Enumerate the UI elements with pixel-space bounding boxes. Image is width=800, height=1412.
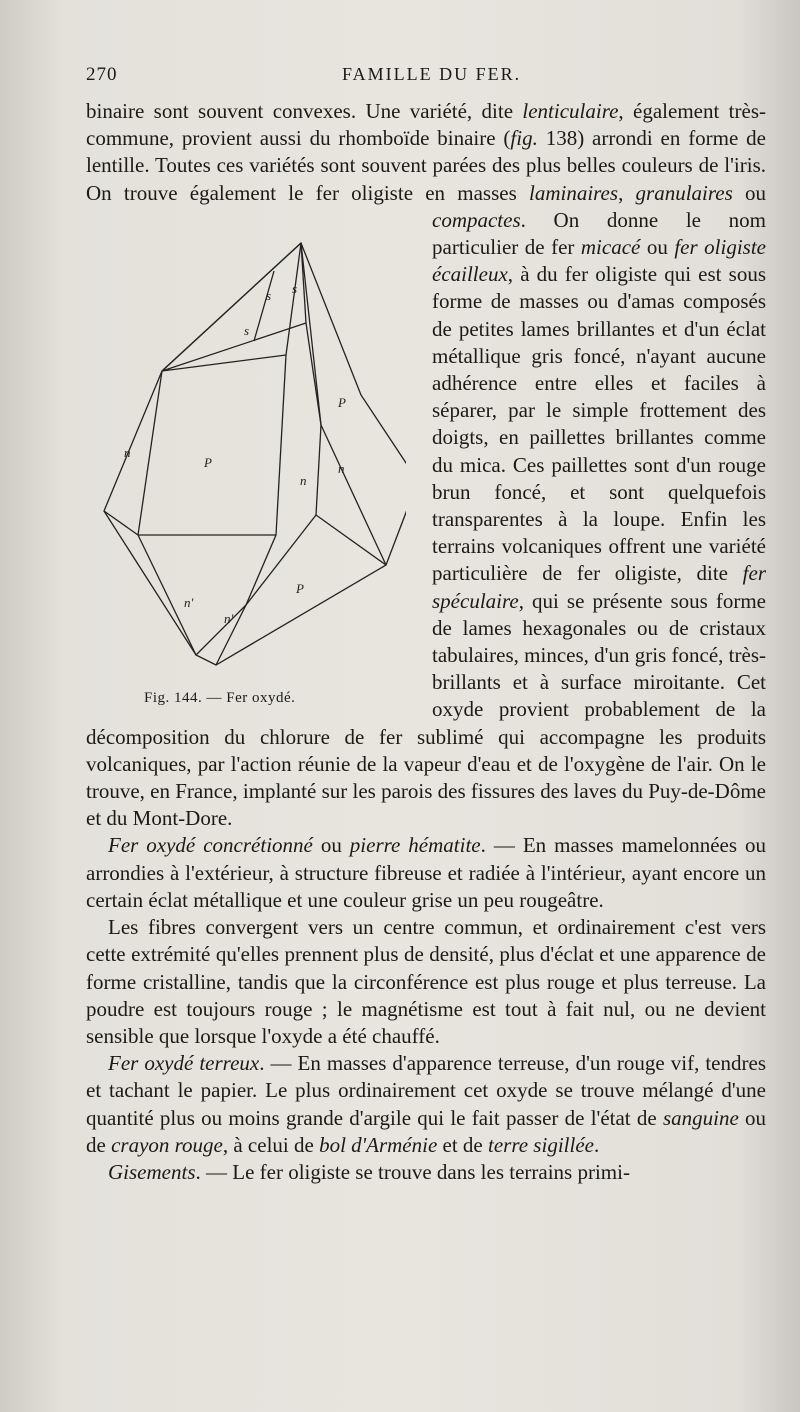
text-run: Les fibres convergent vers un centre commun, et ordinairement c'est vers cette extrémité qu'elles prennent plus de densité, plus d'éclat et une apparence de forme cristalline, tandis que la circonférence est plus rouge et plus terreuse. La poudre est toujours rouge ; le magnétisme est tout à fait nul, ou ne devient sensible que lorsque l'oxyde a été chauffé.: [86, 915, 766, 1048]
text-run: binaire sont souvent convexes. Une variété, dite: [86, 99, 523, 123]
running-head: FAMILLE DU FER.: [342, 64, 522, 84]
face-label-p: P: [296, 580, 304, 596]
italic-term: bol d'Arménie: [319, 1132, 438, 1157]
face-label-n-prime: n': [184, 594, 194, 610]
body-text: [86, 98, 766, 1186]
text-run: . On donne le nom particulier de fer: [432, 207, 766, 260]
text-run: ou de: [86, 1105, 767, 1157]
text-run: , à celui de: [222, 1132, 320, 1157]
section-title: Fer oxydé terreux: [108, 1051, 260, 1076]
paragraph-1: [86, 98, 766, 832]
text-run: 138) arrondi en forme de lentille. Toutes ces variétés sont souvent parées des plus belles couleurs de l'iris. On trouve également le fer oligiste en masses: [86, 126, 767, 205]
italic-term: micacé: [580, 235, 641, 260]
figure-caption: Fig. 144. — Fer oxydé.: [144, 689, 296, 706]
italic-term: compactes: [432, 207, 521, 232]
paragraph-2: [86, 832, 766, 914]
italic-term: lenticulaire: [522, 99, 619, 123]
page-number: 270: [86, 64, 118, 85]
text-run: . — En masses mamelonnées ou arrondies à l'extérieur, à structure fibreuse et radiée à l'intérieur, ayant encore un certain éclat métallique et une couleur grise un peu rougeâtre.: [86, 833, 766, 912]
paragraph-4: [86, 1050, 766, 1159]
italic-term: fer spéculaire: [432, 561, 766, 613]
italic-term: laminaires: [529, 180, 619, 205]
text-run: ou: [732, 180, 767, 205]
face-label-p: P: [338, 394, 346, 410]
face-label-s: s: [292, 280, 298, 296]
face-label-n-prime: n': [224, 610, 234, 626]
face-label-s: s: [244, 322, 250, 338]
face-label-p: P: [204, 454, 212, 470]
crystal-drawing: [86, 235, 406, 685]
text-run: et de: [437, 1132, 489, 1157]
face-label-n: n: [300, 472, 307, 488]
paragraph-3: [86, 914, 766, 1050]
text-run: . — En masses d'apparence terreuse, d'un rouge vif, tendres et tachant le papier. Le plus ordinairement cet oxyde se trouve mélangé d'une quantité plus ou moins grande d'argile qui le fait passer de l'état de: [86, 1051, 766, 1130]
text-run: ,: [618, 180, 636, 205]
section-title: Gisements: [108, 1159, 196, 1184]
italic-term: crayon rouge: [111, 1132, 223, 1157]
crystal-figure: [86, 211, 418, 715]
section-title: Fer oxydé concrétionné: [108, 833, 313, 858]
page-header: [86, 62, 766, 92]
text-run: ou: [312, 833, 350, 858]
text-run: .: [593, 1132, 600, 1157]
italic-term: fig.: [510, 126, 538, 151]
italic-term: fer oligiste écailleux: [432, 235, 766, 287]
text-run: , également très-commune, provient aussi du rhomboïde binaire (: [86, 99, 766, 151]
text-run: , qui se présente sous forme de lames hexagonales ou de cristaux tabulaires, minces, d'un gris foncé, très-brillants et à surface miroitante. Cet oxyde provient probablement de la décomposition du chlorure de fer sublimé qui accompagne les produits volcaniques, par l'action réunie de la vapeur d'eau et de l'oxygène de l'air. On le trouve, en France, implanté sur les parois des fissures des laves du Puy-de-Dôme et du Mont-Dore.: [86, 588, 766, 831]
italic-term: granulaires: [635, 180, 733, 205]
italic-term: terre sigillée: [488, 1132, 594, 1157]
text-run: ou: [640, 235, 675, 260]
italic-term: sanguine: [662, 1105, 739, 1130]
paragraph-5: [86, 1159, 766, 1186]
text-run: . — Le fer oligiste se trouve dans les terrains primi-: [195, 1159, 630, 1184]
face-label-n: n: [124, 444, 131, 460]
text-run: , à du fer oligiste qui est sous forme de masses ou d'amas composés de petites lames brillantes et d'un éclat métallique gris foncé, n'ayant aucune adhérence entre elles et faciles à séparer, par le simple frottement des doigts, en paillettes brillantes comme du mica. Ces paillettes sont d'un rouge brun foncé, et sont quelquefois transparentes à la loupe. Enfin les terrains volcaniques offrent une variété particulière de fer oligiste, dite: [432, 262, 766, 586]
face-label-n: n: [338, 460, 345, 476]
italic-term: pierre hématite: [349, 833, 481, 858]
face-label-s: s: [266, 287, 272, 303]
